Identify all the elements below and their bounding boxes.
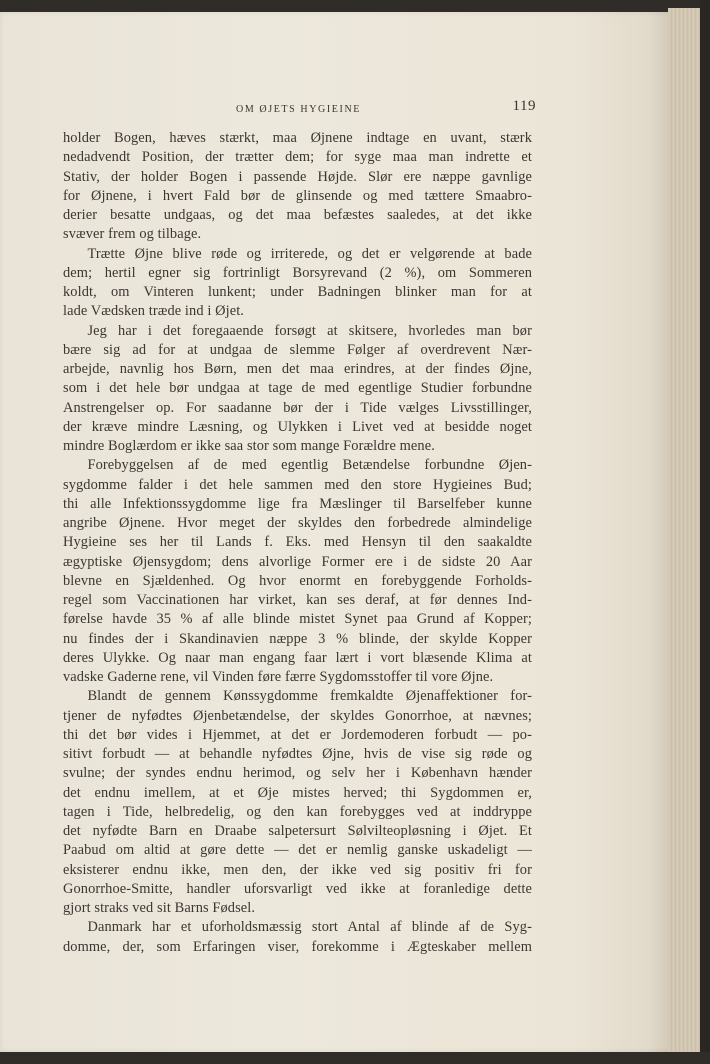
text-line: førelse havde 35 % af alle blinde mistet Synet paa Grund af Kopper; xyxy=(63,611,532,628)
text-line: Stativ, der holder Bogen i passende Højde. Slør ere næppe gavnlige xyxy=(63,168,532,185)
text-line: eksisterer endnu ikke, men den, der ikke ved sig positiv fri for xyxy=(63,861,532,878)
text-line: tjener de nyfødtes Øjenbetændelse, der skyldes Gonorrhoe, at nævnes; xyxy=(63,707,532,724)
text-line: vadske Gaderne rene, vil Vinden føre færre Sygdomsstoffer til vore Øjne. xyxy=(63,669,494,685)
text-line: Danmark har et uforholdsmæssig stort Antal af blinde af de Syg- xyxy=(87,919,532,936)
text-line: ægyptiske Øjensygdom; dens alvorlige Former ere i de sidste 20 Aar xyxy=(63,553,532,570)
text-line: dem; hertil egner sig fortrinligt Borsyrevand (2 %), om Sommeren xyxy=(63,264,532,281)
scan-right-border xyxy=(700,0,710,1064)
text-line: der kræve mindre Læsning, og Ulykken i Livet ved at besidde noget xyxy=(63,418,532,435)
text-line: angribe Øjnene. Hvor meget der skyldes den forbedrede almindelige xyxy=(63,515,532,531)
text-line: for Øjnene, i hvert Fald bør de glinsende og med tættere Smaabro- xyxy=(63,187,532,204)
text-line: tagen i Tide, helbredelig, og den kan forebygges ved at inddryppe xyxy=(63,803,532,820)
text-line: lade Vædsken træde ind i Øjet. xyxy=(63,303,244,320)
text-line: koldt, om Vinteren lunkent; under Badningen blinker man for at xyxy=(63,284,532,300)
text-line: bære sig ad for at undgaa de slemme Følger af overdrevent Nær- xyxy=(63,341,532,358)
text-line: gjort straks ved sit Barns Fødsel. xyxy=(63,900,256,916)
page-number: 119 xyxy=(512,98,536,114)
text-line: nu findes der i Skandinavien næppe 3 % blinde, der skylde Kopper xyxy=(63,630,532,647)
text-line: domme, der, som Erfaringen viser, forekomme i Ægteskaber mellem xyxy=(63,938,532,955)
text-line: thi det bør vides i Hjemmet, at det er Jordemoderen forbudt — po- xyxy=(63,726,532,743)
text-line: mindre Boglærdom er ikke saa stor som mange Forældre mene. xyxy=(63,438,435,454)
text-line: det nyfødte Barn en Draabe salpetersurt Sølvilteopløsning i Øjet. Et xyxy=(63,823,532,839)
text-line: regel som Vaccinationen har virket, kan ses deraf, at før dennes Ind- xyxy=(63,592,532,608)
text-line: Gonorrhoe-Smitte, handler uforsvarligt ved ikke at foranledige dette xyxy=(63,880,532,897)
running-head-title: OM ØJETS HYGIEINE xyxy=(236,104,361,115)
text-line: nedadvendt Position, der trætter dem; for syge maa man indrette et xyxy=(63,149,532,166)
text-line: blevne en Sjældenhed. Og hvor enormt en forebyggende Forholds- xyxy=(63,572,532,589)
running-header xyxy=(236,100,566,120)
text-line: Hygieine ses her til Lands f. Eks. med Hensyn til den saakaldte xyxy=(63,534,532,551)
text-line: deres Ulykke. Og naar man engang faar lært i vort blæsende Klima at xyxy=(63,649,532,666)
page-fore-edge xyxy=(668,8,704,1052)
body-text xyxy=(63,129,532,957)
text-line: Forebyggelsen af de med egentlig Betændelse forbundne Øjen- xyxy=(87,457,532,474)
scan-bottom-edge xyxy=(0,1052,710,1064)
text-line: holder Bogen, hæves stærkt, maa Øjnene indtage en uvant, stærk xyxy=(63,130,532,146)
text-line: derier besatte undgaas, og det maa befæstes saaledes, at det ikke xyxy=(63,207,532,223)
text-line: svæver frem og tilbage. xyxy=(63,226,202,243)
text-line: thi alle Infektionssygdomme lige fra Mæslinger til Barselfeber kunne xyxy=(63,495,532,512)
text-line: Jeg har i det foregaaende forsøgt at skitsere, hvorledes man bør xyxy=(87,322,532,339)
text-line: Anstrengelser op. For saadanne bør der i Tide vælges Livsstillinger, xyxy=(63,399,532,416)
text-line: sygdomme falder i det hele sammen med den store Hygieines Bud; xyxy=(63,476,532,493)
text-line: som i det hele bør undgaa at tage de med egentlige Studier forbundne xyxy=(63,380,532,397)
text-line: det endnu imellem, at et Øje mistes herved; thi Sygdommen er, xyxy=(63,784,532,801)
text-line: svulne; der syndes endnu herimod, og selv her i København hænder xyxy=(63,765,532,782)
text-line: Paabud om altid at gøre dette — det er nemlig ganske uskadeligt — xyxy=(63,842,532,859)
text-line: Trætte Øjne blive røde og irriterede, og det er velgørende at bade xyxy=(87,245,532,262)
scan-top-edge xyxy=(0,0,710,12)
text-line: arbejde, navnlig hos Børn, men det maa erindres, at der findes Øjne, xyxy=(63,361,532,377)
text-line: Blandt de gennem Kønssygdomme fremkaldte Øjenaffektioner for- xyxy=(87,688,532,705)
text-line: sitivt forbudt — at behandle nyfødtes Øjne, hvis de vise sig røde og xyxy=(63,746,532,762)
